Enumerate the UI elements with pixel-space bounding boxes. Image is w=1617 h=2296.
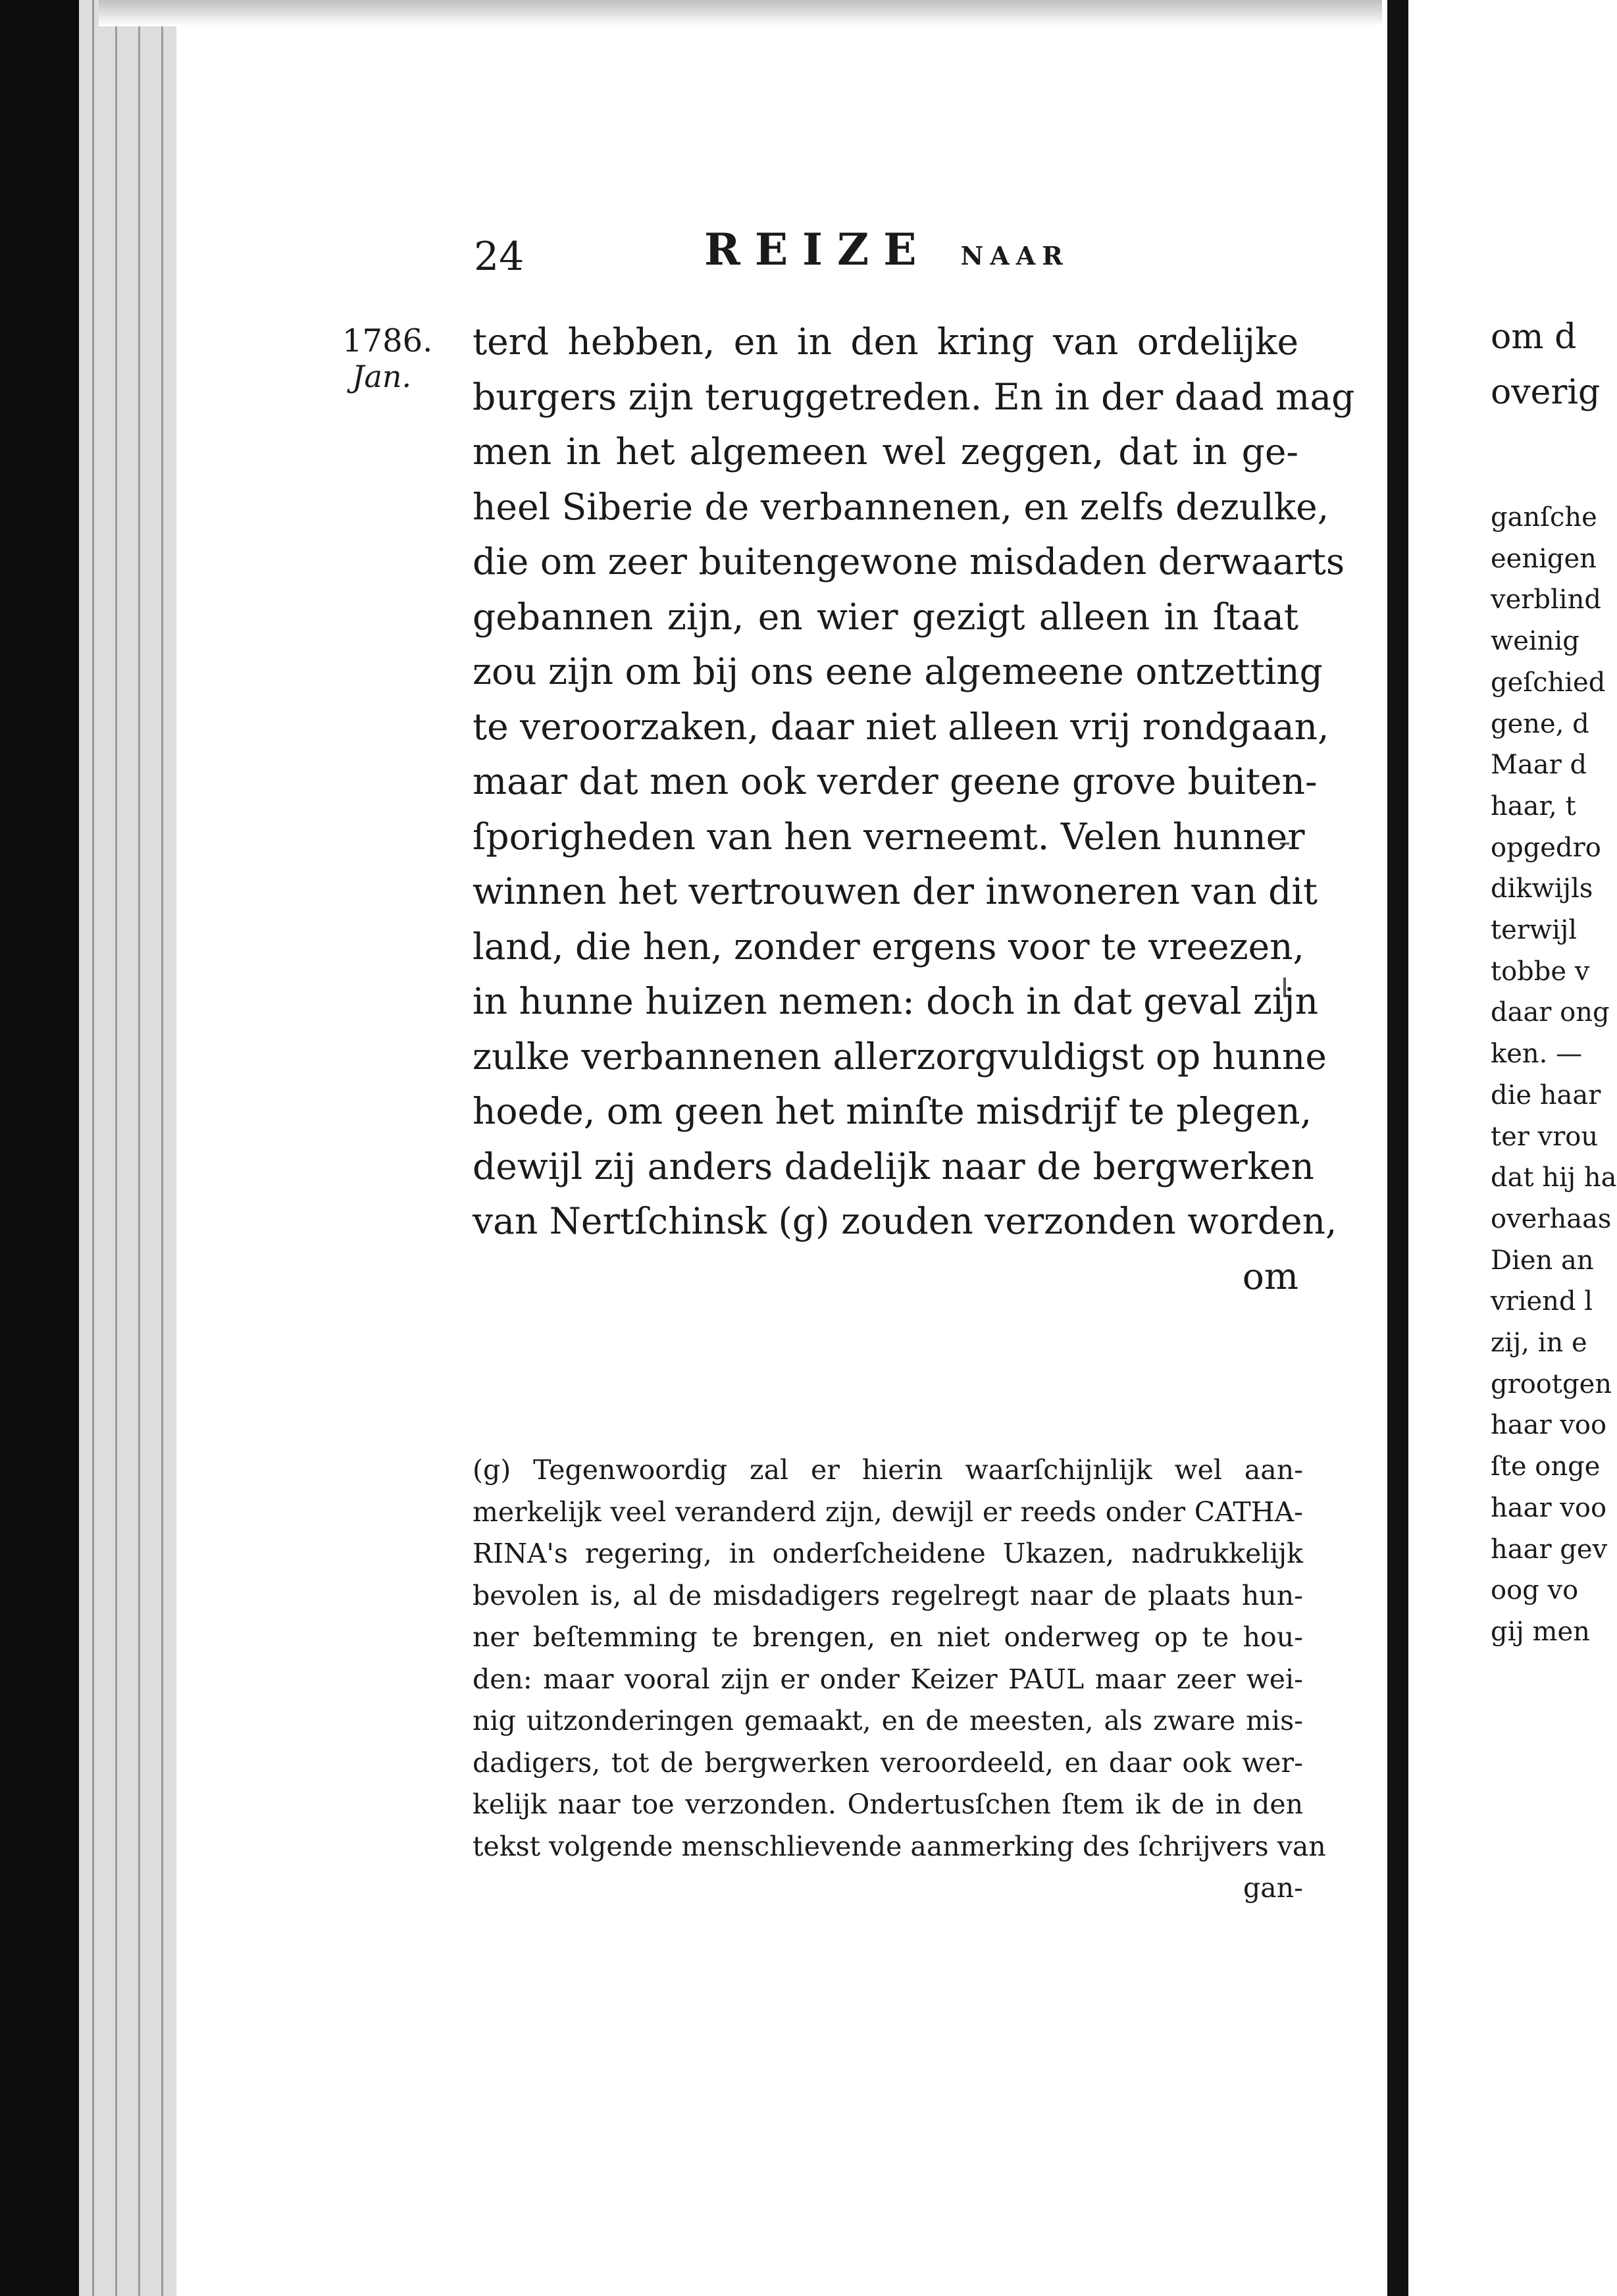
- facing-line: vriend l: [1491, 1286, 1593, 1317]
- facing-line: eenigen: [1491, 543, 1597, 574]
- body-line: ſporigheden van hen verneemt. Velen hunner: [473, 815, 1305, 858]
- facing-line: gij men: [1491, 1616, 1590, 1647]
- facing-line: haar gev: [1491, 1534, 1608, 1565]
- body-line: land, die hen, zonder ergens voor te vreezen,: [473, 925, 1305, 968]
- facing-page-text: [1491, 497, 1617, 1653]
- facing-line: terwijl: [1491, 915, 1578, 946]
- body-line: zulke verbannenen allerzorgvuldigst op hunne: [473, 1035, 1327, 1078]
- footnote-line: nig uitzonderingen gemaakt, en de meesten, als zware mis-: [473, 1705, 1303, 1736]
- facing-line: ter vrou: [1491, 1121, 1599, 1152]
- body-line: men in het algemeen wel zeggen, dat in ge-: [473, 430, 1298, 473]
- footnote-line: tekst volgende menschlievende aanmerking des ſchrijvers van: [473, 1830, 1326, 1862]
- page-top-shadow: [99, 0, 1382, 26]
- facing-line: ken. —: [1491, 1039, 1583, 1070]
- facing-line: Maar d: [1491, 750, 1587, 781]
- body-catchword: om: [1242, 1255, 1298, 1297]
- body-line: dewijl zij anders dadelijk naar de bergwerken: [473, 1145, 1314, 1187]
- footnote-line: merkelijk veel veranderd zijn, dewijl er reeds onder CATHA-: [473, 1496, 1303, 1528]
- facing-line: dat hij ha: [1491, 1162, 1617, 1193]
- body-line: terd hebben, en in den kring van ordelijke: [473, 321, 1298, 363]
- facing-line: weinig: [1491, 626, 1579, 657]
- facing-line: haar, t: [1491, 791, 1576, 822]
- facing-line: gene, d: [1491, 708, 1589, 739]
- facing-line: daar ong: [1491, 997, 1610, 1028]
- facing-line: geſchied: [1491, 667, 1606, 698]
- facing-line: oog vo: [1491, 1575, 1579, 1606]
- running-title: [704, 224, 1069, 275]
- page-edge-line: [138, 0, 140, 2296]
- facing-line: om d: [1491, 317, 1577, 357]
- body-line: in hunne huizen nemen: doch in dat geval zijn: [473, 980, 1319, 1022]
- footnote-line: ner beſtemming te brengen, en niet onderweg op te hou-: [473, 1621, 1303, 1653]
- body-line: burgers zijn teruggetreden. En in der daad mag: [473, 375, 1355, 418]
- facing-line: dikwijls: [1491, 874, 1593, 904]
- body-line: gebannen zijn, en wier gezigt alleen in ſtaat: [473, 595, 1298, 638]
- body-line: die om zeer buitengewone misdaden derwaarts: [473, 540, 1345, 583]
- facing-line: zij, in e: [1491, 1328, 1587, 1359]
- body-line: te veroorzaken, daar niet alleen vrij rondgaan,: [473, 705, 1329, 748]
- facing-line: verblind: [1491, 585, 1601, 615]
- facing-line: overig: [1491, 373, 1601, 412]
- footnote-line: kelijk naar toe verzonden. Ondertusſchen ſtem ik de in den: [473, 1788, 1303, 1820]
- facing-line: haar voo: [1491, 1492, 1607, 1523]
- facing-line: ganſche: [1491, 502, 1597, 533]
- footnote-line: den: maar vooral zijn er onder Keizer PAUL maar zeer wei-: [473, 1663, 1303, 1695]
- book-gutter: [1387, 0, 1408, 2296]
- footnote-line: dadigers, tot de bergwerken veroordeeld, en daar ook wer-: [473, 1746, 1303, 1779]
- facing-line: ſte onge: [1491, 1451, 1601, 1482]
- facing-line: die haar: [1491, 1080, 1601, 1110]
- facing-line: haar voo: [1491, 1410, 1607, 1441]
- footnote-catchword: gan-: [1243, 1872, 1303, 1904]
- facing-line: overhaas: [1491, 1203, 1612, 1234]
- footnote-line: RINA's regering, in onderſcheidene Ukazen, nadrukkelijk: [473, 1538, 1303, 1569]
- body-line: maar dat men ook verder geene grove buiten-: [473, 760, 1318, 802]
- margin-year: 1786.: [342, 323, 433, 359]
- footnote-line: (g) Tegenwoordig zal er hierin waarſchijnlijk wel aan-: [473, 1454, 1303, 1486]
- running-title-suffix: NAAR: [960, 241, 1069, 271]
- facing-page-top-text: [1491, 309, 1600, 420]
- facing-line: tobbe v: [1491, 956, 1590, 987]
- running-title-main: REIZE: [704, 224, 931, 275]
- body-line: van Nertſchinsk (g) zouden verzonden worden,: [473, 1200, 1337, 1242]
- body-line: hoede, om geen het minſte misdrijf te plegen,: [473, 1090, 1312, 1132]
- body-text: [473, 315, 1355, 1304]
- page-number: 24: [474, 234, 525, 280]
- facing-line: Dien an: [1491, 1245, 1594, 1276]
- body-line: zou zijn om bij ons eene algemeene ontzetting: [473, 650, 1323, 692]
- facing-line: grootgen: [1491, 1369, 1612, 1399]
- page-edge-line: [161, 0, 163, 2296]
- footnote-line: bevolen is, al de misdadigers regelregt naar de plaats hun-: [473, 1579, 1303, 1611]
- body-line: heel Siberie de verbannenen, en zelfs dezulke,: [473, 485, 1329, 528]
- facing-line: opgedro: [1491, 832, 1601, 863]
- margin-month: Jan.: [352, 359, 412, 394]
- page-edge-line: [115, 0, 117, 2296]
- body-line: winnen het vertrouwen der inwoneren van dit: [473, 870, 1318, 912]
- book-page-edges: [79, 0, 178, 2296]
- footnote: [473, 1449, 1326, 1910]
- page-edge-line: [92, 0, 94, 2296]
